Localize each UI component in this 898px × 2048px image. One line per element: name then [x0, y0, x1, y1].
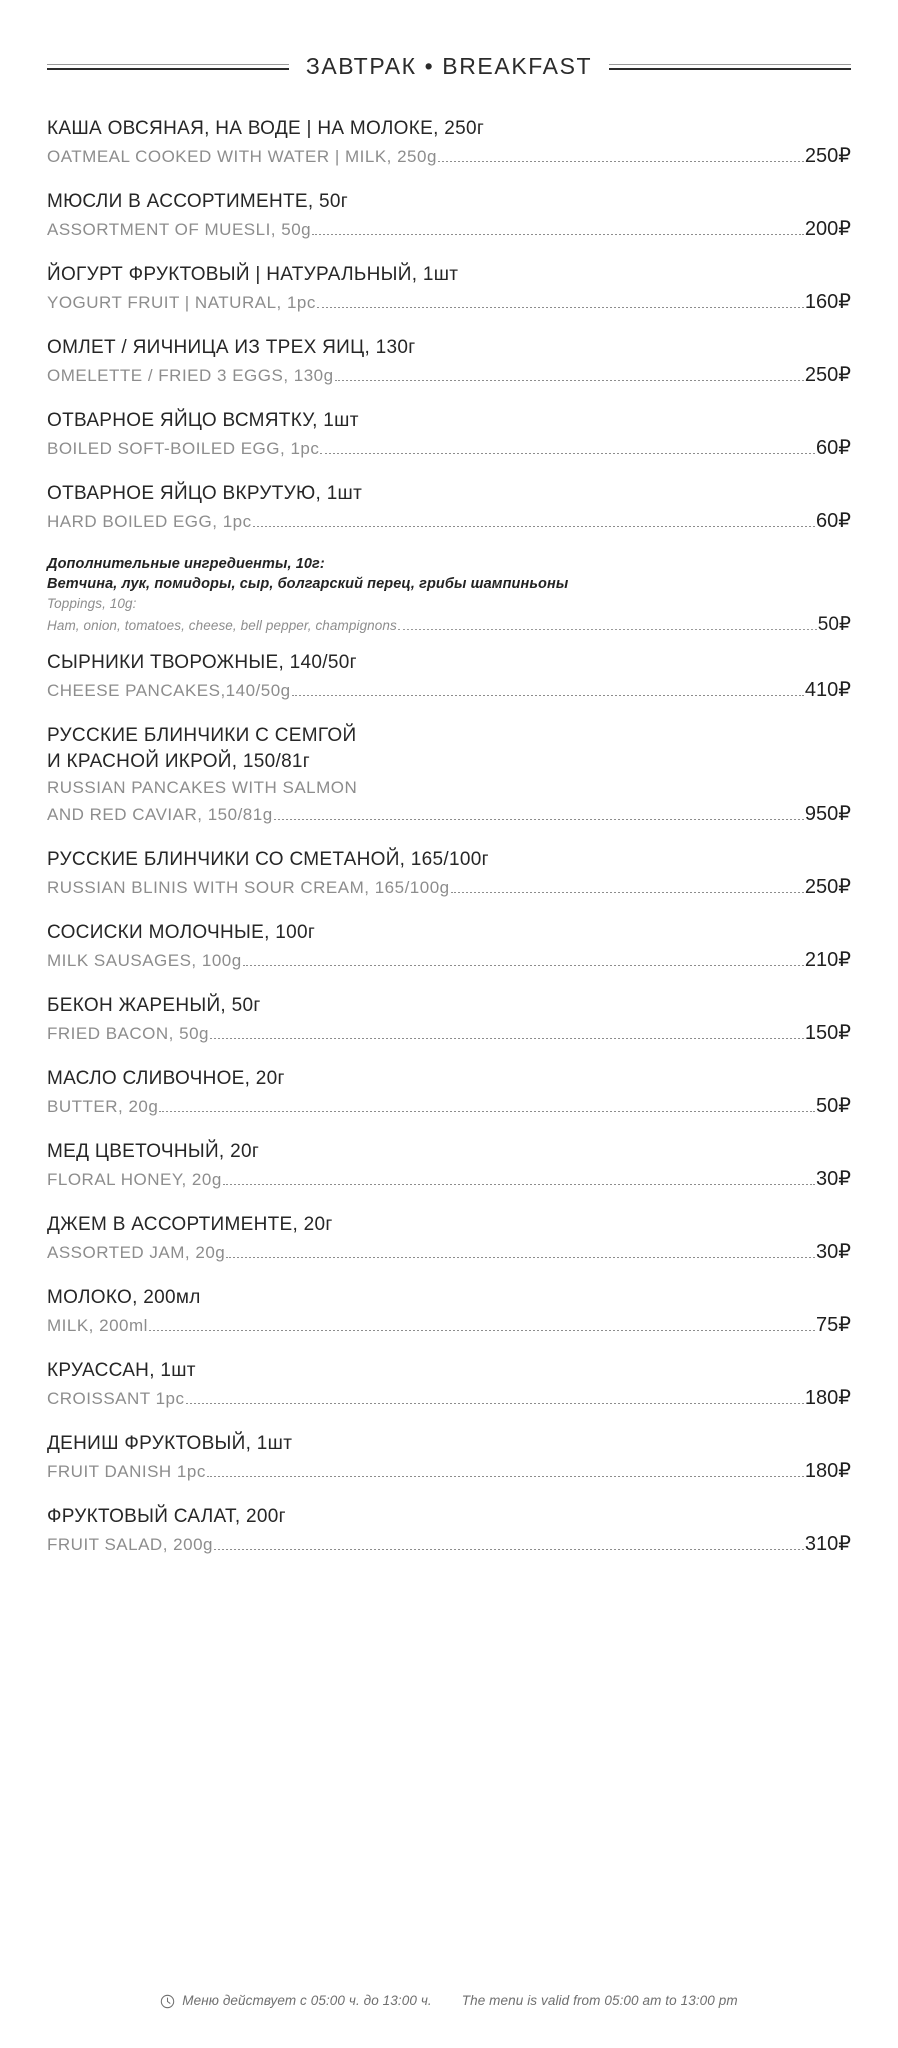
item-title-en: OMELETTE / FRIED 3 EGGS, 130g	[47, 366, 334, 385]
item-price-row	[47, 1312, 851, 1338]
menu-item[interactable]	[47, 1358, 851, 1411]
item-title-en: MILK, 200ml	[47, 1316, 148, 1335]
toppings-note-en-body: Ham, onion, tomatoes, cheese, bell pepper, champignons	[47, 618, 397, 633]
menu-item[interactable]	[47, 650, 851, 703]
item-title-en: FLORAL HONEY, 20g	[47, 1170, 222, 1189]
clock-icon	[160, 1994, 175, 2009]
leader-dots	[335, 380, 804, 381]
toppings-note-price: 50₽	[817, 614, 851, 635]
item-title-en: BOILED SOFT-BOILED EGG, 1pc	[47, 439, 320, 458]
item-title-en: YOGURT FRUIT | NATURAL, 1pc	[47, 293, 316, 312]
item-price: 30₽	[816, 1241, 851, 1263]
menu-item[interactable]	[47, 335, 851, 388]
leader-dots	[149, 1330, 815, 1331]
toppings-note-ru-head: Дополнительные ингредиенты, 10г:	[47, 556, 325, 572]
menu-item[interactable]	[47, 1139, 851, 1192]
menu-item[interactable]	[47, 993, 851, 1046]
menu-item[interactable]	[47, 1285, 851, 1338]
item-price: 410₽	[804, 679, 851, 701]
item-title-en: FRIED BACON, 50g	[47, 1024, 209, 1043]
item-title-ru: ДЖЕМ В АССОРТИМЕНТЕ, 20г	[47, 1214, 333, 1235]
section-header	[47, 53, 851, 80]
header-rule-left	[47, 64, 289, 70]
item-title-ru: КРУАССАН, 1шт	[47, 1360, 196, 1381]
item-title-en: CROISSANT 1pc	[47, 1389, 185, 1408]
item-price: 30₽	[816, 1168, 851, 1190]
item-price: 250₽	[804, 364, 851, 386]
toppings-note-ru-body: Ветчина, лук, помидоры, сыр, болгарский перец, грибы шампиньоны	[47, 576, 569, 592]
item-price: 50₽	[816, 1095, 851, 1117]
item-title-ru: ЙОГУРТ ФРУКТОВЫЙ | НАТУРАЛЬНЫЙ, 1шт	[47, 264, 459, 285]
toppings-note-en-row	[47, 613, 851, 636]
item-price-row	[47, 1458, 851, 1484]
item-title-en: CHEESE PANCAKES,140/50g	[47, 681, 291, 700]
menu-item-salmon-pancakes[interactable]	[47, 723, 851, 827]
item-title-en: FRUIT SALAD, 200g	[47, 1535, 213, 1554]
item-title-en: OATMEAL COOKED WITH WATER | MILK, 250g	[47, 147, 437, 166]
leader-dots	[292, 695, 804, 696]
item-title-ru: РУССКИЕ БЛИНЧИКИ СО СМЕТАНОЙ, 165/100г	[47, 849, 489, 870]
leader-dots	[207, 1476, 804, 1477]
item-price-row	[47, 947, 851, 973]
item-price-row	[47, 874, 851, 900]
item-title-en: MILK SAUSAGES, 100g	[47, 951, 242, 970]
leader-dots	[253, 526, 815, 527]
item-price-row	[47, 677, 851, 703]
footer-text-en: The menu is valid from 05:00 am to 13:00 pm	[461, 1993, 738, 2008]
item-price: 310₽	[804, 1533, 851, 1555]
item-price-row	[47, 1020, 851, 1046]
menu-item[interactable]	[47, 189, 851, 242]
menu-item[interactable]	[47, 481, 851, 534]
item-title-en: ASSORTED JAM, 20g	[47, 1243, 226, 1262]
menu-list	[47, 116, 851, 1577]
page-title: ЗАВТРАК • BREAKFAST	[305, 53, 593, 79]
item-title-ru-line2: И КРАСНОЙ ИКРОЙ, 150/81г	[47, 751, 311, 772]
item-price-row	[47, 1239, 851, 1265]
item-title-ru: МЮСЛИ В АССОРТИМЕНТЕ, 50г	[47, 191, 349, 212]
item-title-ru: ДЕНИШ ФРУКТОВЫЙ, 1шт	[47, 1433, 293, 1454]
leader-dots	[398, 629, 817, 630]
item-title-ru: МЕД ЦВЕТОЧНЫЙ, 20г	[47, 1141, 260, 1162]
leader-dots	[210, 1038, 804, 1039]
item-price-row	[47, 362, 851, 388]
item-title-en: RUSSIAN BLINIS WITH SOUR CREAM, 165/100g	[47, 878, 450, 897]
menu-group-second	[47, 650, 851, 703]
leader-dots	[317, 307, 804, 308]
item-price: 210₽	[804, 949, 851, 971]
item-title-en: FRUIT DANISH 1pc	[47, 1462, 206, 1481]
item-price-row	[47, 143, 851, 169]
leader-dots	[312, 234, 804, 235]
item-title-ru: ОТВАРНОЕ ЯЙЦО ВСМЯТКУ, 1шт	[47, 410, 359, 431]
header-rule-right	[609, 64, 851, 70]
item-title-ru: МОЛОКО, 200мл	[47, 1287, 201, 1308]
leader-dots	[223, 1184, 815, 1185]
item-price-row	[47, 508, 851, 534]
item-title-en: ASSORTMENT OF MUESLI, 50g	[47, 220, 312, 239]
menu-group-first	[47, 116, 851, 534]
leader-dots	[214, 1549, 804, 1550]
item-title-en-line2: AND RED CAVIAR, 150/81g	[47, 805, 273, 824]
menu-item[interactable]	[47, 1066, 851, 1119]
leader-dots	[451, 892, 804, 893]
item-title-ru-line1: РУССКИЕ БЛИНЧИКИ С СЕМГОЙ	[47, 725, 357, 746]
item-price-row	[47, 216, 851, 242]
item-price-row	[47, 1093, 851, 1119]
item-title-ru: СЫРНИКИ ТВОРОЖНЫЕ, 140/50г	[47, 652, 357, 673]
menu-item[interactable]	[47, 847, 851, 900]
menu-item[interactable]	[47, 408, 851, 461]
item-price-row	[47, 801, 851, 827]
item-title-en: BUTTER, 20g	[47, 1097, 159, 1116]
footer	[0, 1993, 898, 2008]
leader-dots	[274, 819, 804, 820]
item-price: 60₽	[816, 510, 851, 532]
item-price-row	[47, 289, 851, 315]
leader-dots	[438, 161, 804, 162]
toppings-note-en-head: Toppings, 10g:	[47, 596, 137, 611]
item-title-ru: ОМЛЕТ / ЯИЧНИЦА ИЗ ТРЕХ ЯИЦ, 130г	[47, 337, 416, 358]
leader-dots	[159, 1111, 815, 1112]
item-price: 180₽	[804, 1387, 851, 1409]
item-title-en-line1: RUSSIAN PANCAKES WITH SALMON	[47, 778, 358, 797]
item-title-ru: КАША ОВСЯНАЯ, НА ВОДЕ | НА МОЛОКЕ, 250г	[47, 118, 485, 139]
menu-item[interactable]	[47, 1431, 851, 1484]
item-title-ru: МАСЛО СЛИВОЧНОЕ, 20г	[47, 1068, 285, 1089]
menu-group-third	[47, 847, 851, 1557]
leader-dots	[186, 1403, 804, 1404]
menu-item[interactable]	[47, 116, 851, 169]
item-price: 250₽	[804, 876, 851, 898]
item-price-row	[47, 1166, 851, 1192]
item-price: 150₽	[804, 1022, 851, 1044]
toppings-note	[47, 554, 851, 636]
item-price: 180₽	[804, 1460, 851, 1482]
item-title-ru: ФРУКТОВЫЙ САЛАТ, 200г	[47, 1506, 286, 1527]
item-price: 250₽	[804, 145, 851, 167]
menu-item[interactable]	[47, 920, 851, 973]
item-price: 75₽	[816, 1314, 851, 1336]
item-price: 200₽	[804, 218, 851, 240]
item-title-en: HARD BOILED EGG, 1pc	[47, 512, 252, 531]
menu-item[interactable]	[47, 1212, 851, 1265]
item-price-row	[47, 435, 851, 461]
leader-dots	[226, 1257, 815, 1258]
item-price: 60₽	[816, 437, 851, 459]
item-price: 950₽	[804, 803, 851, 825]
footer-text-ru: Меню действует с 05:00 ч. до 13:00 ч.	[182, 1993, 432, 2008]
menu-item[interactable]	[47, 262, 851, 315]
item-title-ru: СОСИСКИ МОЛОЧНЫЕ, 100г	[47, 922, 316, 943]
item-price-row	[47, 1385, 851, 1411]
menu-item[interactable]	[47, 1504, 851, 1557]
leader-dots	[243, 965, 804, 966]
leader-dots	[320, 453, 815, 454]
item-title-ru: БЕКОН ЖАРЕНЫЙ, 50г	[47, 995, 261, 1016]
item-price-row	[47, 1531, 851, 1557]
item-title-ru: ОТВАРНОЕ ЯЙЦО ВКРУТУЮ, 1шт	[47, 483, 363, 504]
item-price: 160₽	[804, 291, 851, 313]
